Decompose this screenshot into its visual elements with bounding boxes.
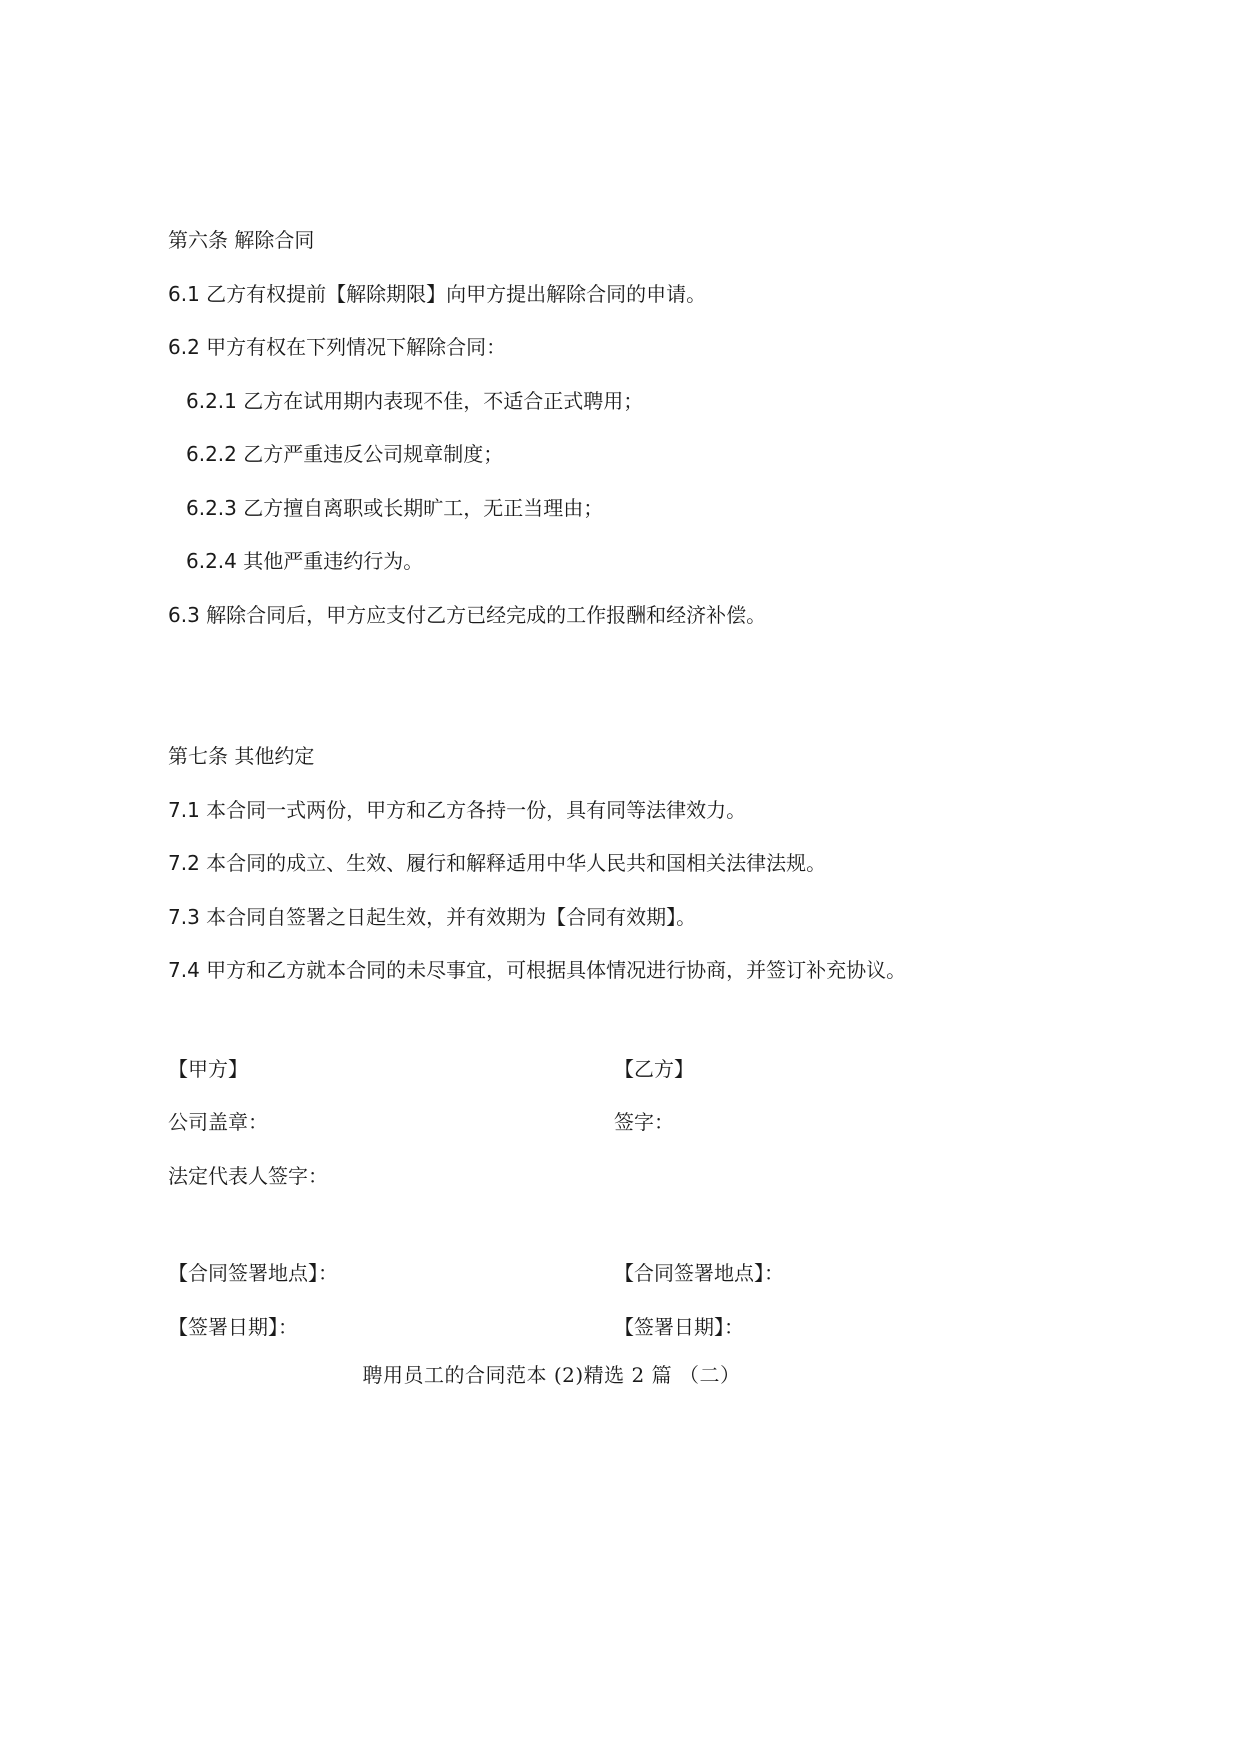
party-a-date-label: 【签署日期】： xyxy=(168,1315,298,1339)
clause-6-2: 6.2 甲方有权在下列情况下解除合同： xyxy=(168,335,507,359)
clause-6-3: 6.3 解除合同后，甲方应支付乙方已经完成的工作报酬和经济补偿。 xyxy=(168,603,767,627)
party-a-label: 【甲方】 xyxy=(168,1057,248,1081)
clause-6-2-4: 6.2.4 其他严重违约行为。 xyxy=(186,549,424,573)
party-a-place-label: 【合同签署地点】： xyxy=(168,1261,338,1285)
clause-6-1: 6.1 乙方有权提前【解除期限】向甲方提出解除合同的申请。 xyxy=(168,282,707,306)
section-6-heading: 第六条 解除合同 xyxy=(168,228,315,252)
clause-7-2: 7.2 本合同的成立、生效、履行和解释适用中华人民共和国相关法律法规。 xyxy=(168,851,827,875)
clause-6-2-2: 6.2.2 乙方严重违反公司规章制度； xyxy=(186,442,504,466)
clause-6-2-3: 6.2.3 乙方擅自离职或长期旷工，无正当理由； xyxy=(186,496,604,520)
clause-7-4: 7.4 甲方和乙方就本合同的未尽事宜，可根据具体情况进行协商，并签订补充协议。 xyxy=(168,958,907,982)
clause-6-2-1: 6.2.1 乙方在试用期内表现不佳，不适合正式聘用； xyxy=(186,389,644,413)
section-7-heading: 第七条 其他约定 xyxy=(168,744,315,768)
party-a-seal-label: 公司盖章： xyxy=(168,1110,268,1134)
clause-7-1: 7.1 本合同一式两份，甲方和乙方各持一份，具有同等法律效力。 xyxy=(168,798,747,822)
party-b-place-label: 【合同签署地点】： xyxy=(614,1261,784,1285)
party-a-legal-rep-label: 法定代表人签字： xyxy=(168,1164,328,1188)
party-b-date-label: 【签署日期】： xyxy=(614,1315,744,1339)
party-b-sign-label: 签字： xyxy=(614,1110,674,1134)
party-b-label: 【乙方】 xyxy=(614,1057,694,1081)
next-document-title: 聘用员工的合同范本 (2)精选 2 篇 （二） xyxy=(362,1363,741,1387)
clause-7-3: 7.3 本合同自签署之日起生效，并有效期为【合同有效期】。 xyxy=(168,905,697,929)
